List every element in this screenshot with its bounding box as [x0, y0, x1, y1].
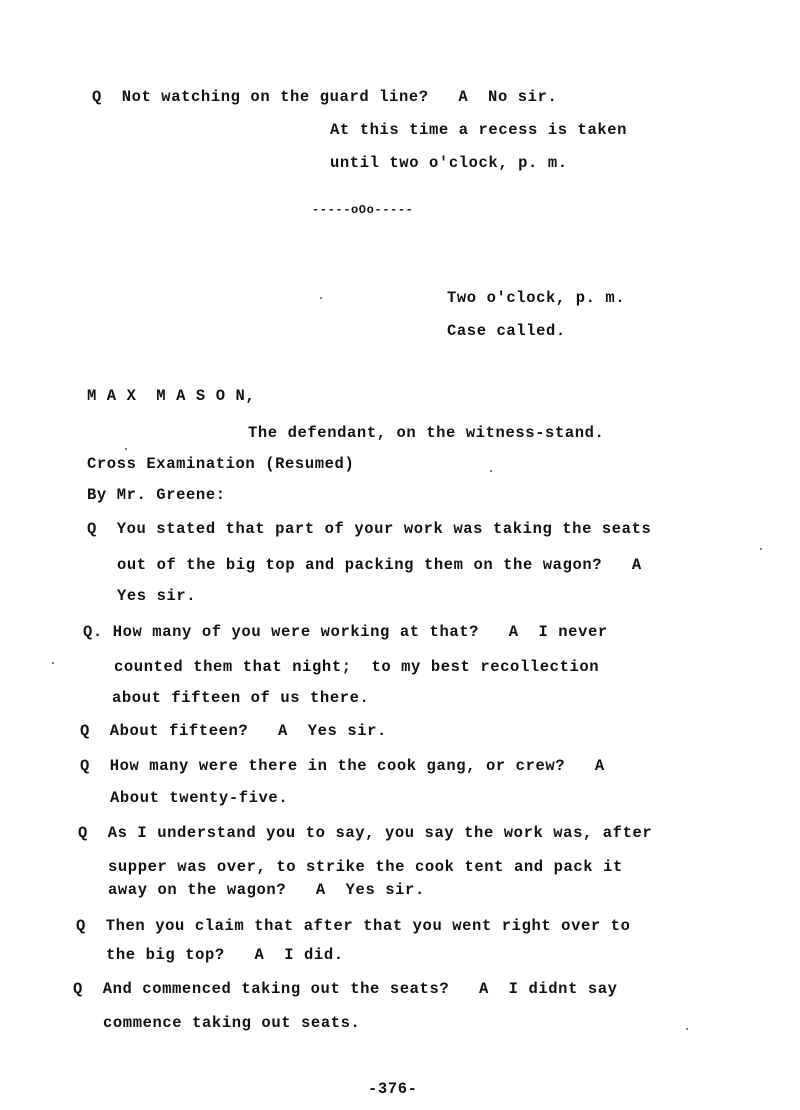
qa-line: away on the wagon? A Yes sir. [108, 881, 425, 899]
qa-line: counted them that night; to my best recollection [114, 658, 600, 676]
scan-speck [686, 1028, 688, 1030]
scan-speck [52, 662, 54, 664]
qa-not-watching: Q Not watching on the guard line? A No sir. [92, 88, 558, 106]
case-called: Case called. [447, 322, 566, 340]
recess-note-line-2: until two o'clock, p. m. [330, 154, 568, 172]
section-divider: -----oOo----- [312, 203, 414, 217]
scan-speck [320, 297, 322, 299]
scan-speck [125, 448, 127, 450]
scan-speck [760, 548, 762, 550]
qa-line: Q How many were there in the cook gang, or crew? A [80, 757, 605, 775]
scan-speck [490, 470, 492, 472]
qa-line: Q Then you claim that after that you went right over to [76, 917, 631, 935]
page-number: -376- [368, 1080, 418, 1098]
examination-heading: Cross Examination (Resumed) [87, 455, 355, 473]
recess-note-line-1: At this time a recess is taken [330, 121, 628, 139]
qa-line: Yes sir. [117, 587, 197, 605]
witness-name: M A X M A S O N, [87, 387, 256, 405]
qa-line: Q. How many of you were working at that? A I never [83, 623, 608, 641]
qa-line: out of the big top and packing them on the wagon? A [117, 556, 642, 574]
qa-line: Q About fifteen? A Yes sir. [80, 722, 387, 740]
session-time: Two o'clock, p. m. [447, 289, 626, 307]
qa-line: About twenty-five. [110, 789, 289, 807]
qa-line: supper was over, to strike the cook tent and pack it [108, 858, 623, 876]
qa-line: the big top? A I did. [106, 946, 344, 964]
qa-line: Q As I understand you to say, you say the work was, after [78, 824, 653, 842]
examiner: By Mr. Greene: [87, 486, 226, 504]
qa-line: Q You stated that part of your work was taking the seats [87, 520, 652, 538]
qa-line: commence taking out seats. [103, 1014, 361, 1032]
qa-line: Q And commenced taking out the seats? A I didnt say [73, 980, 618, 998]
witness-role: The defendant, on the witness-stand. [248, 424, 605, 442]
qa-line: about fifteen of us there. [112, 689, 370, 707]
